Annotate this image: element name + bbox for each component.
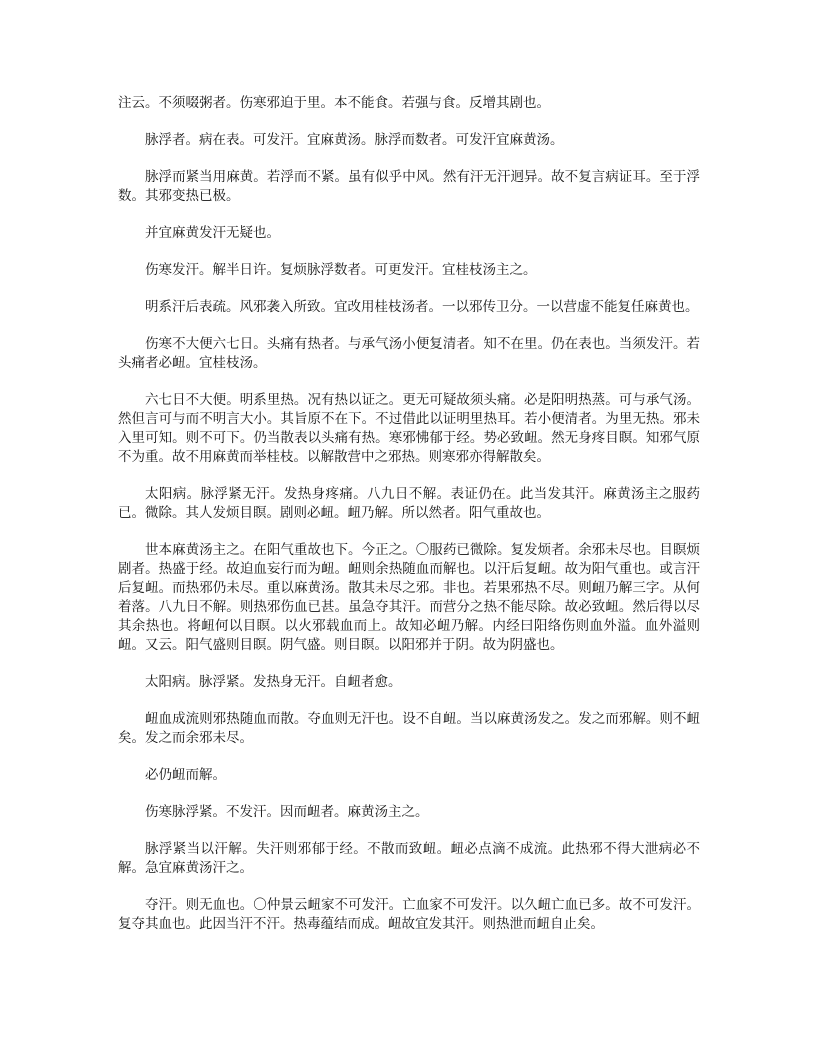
- paragraph: 注云。不须啜粥者。伤寒邪迫于里。本不能食。若强与食。反增其剧也。: [118, 95, 550, 111]
- paragraph: 并宜麻黄发汗无疑也。: [145, 225, 280, 241]
- paragraph: 太阳病。脉浮紧。发热身无汗。自衄者愈。: [145, 674, 402, 690]
- paragraph: 世本麻黄汤主之。在阳气重故也下。今正之。〇服药已微除。复发烦者。余邪未尽也。目瞑烦剧者。热盛于经。故迫血妄行而为衄。衄则余热随血而解也。以汗后复衄。故为阳气重也。或言汗后复衄。而热邪仍未尽。重以麻黄汤。散其未尽之邪。非也。若果邪热不尽。则衄乃解三字。从何着落。八九日不解。则热邪伤血已甚。虽急夺其汗。而营分之热不能尽除。故必致衄。然后得以尽其余热也。将衄何以目瞑。以火邪载血而上。故知必衄乃解。内经曰阳络伤则血外溢。血外溢则衄。又云。阳气盛则目瞑。阴气盛。则目瞑。以阳邪并于阴。故为阴盛也。: [118, 542, 700, 653]
- paragraph: 衄血成流则邪热随血而散。夺血则无汗也。设不自衄。当以麻黄汤发之。发之而邪解。则不衄矣。发之而余邪未尽。: [118, 711, 700, 746]
- paragraph: 脉浮而紧当用麻黄。若浮而不紧。虽有似乎中风。然有汗无汗迥异。故不复言病证耳。至于浮数。其邪变热已极。: [118, 169, 700, 204]
- document-page: [118, 94, 700, 952]
- paragraph: 脉浮者。病在表。可发汗。宜麻黄汤。脉浮而数者。可发汗宜麻黄汤。: [145, 132, 564, 148]
- paragraph: 必仍衄而解。: [145, 767, 226, 783]
- paragraph: 六七日不大便。明系里热。况有热以证之。更无可疑故须头痛。必是阳明热蒸。可与承气汤。然但言可与而不明言大小。其旨原不在下。不过借此以证明里热耳。若小便清者。为里无热。邪未入里可知。则不可下。仍当散表以头痛有热。寒邪怫郁于经。势必致衄。然无身疼目瞑。知邪气原不为重。故不用麻黄而举桂枝。以解散营中之邪热。则寒邪亦得解散矣。: [118, 392, 700, 465]
- paragraph: 脉浮紧当以汗解。失汗则邪郁于经。不散而致衄。衄必点滴不成流。此热邪不得大泄病必不解。急宜麻黄汤汗之。: [118, 841, 700, 876]
- paragraph: 伤寒发汗。解半日许。复烦脉浮数者。可更发汗。宜桂枝汤主之。: [145, 262, 537, 278]
- paragraph: 太阳病。脉浮紧无汗。发热身疼痛。八九日不解。表证仍在。此当发其汗。麻黄汤主之服药已。微除。其人发烦目瞑。剧则必衄。衄乃解。所以然者。阳气重故也。: [118, 486, 700, 521]
- paragraph: 伤寒不大便六七日。头痛有热者。与承气汤小便复清者。知不在里。仍在表也。当须发汗。若头痛者必衄。宜桂枝汤。: [118, 336, 700, 371]
- paragraph: 夺汗。则无血也。〇仲景云衄家不可发汗。亡血家不可发汗。以久衄亡血已多。故不可发汗。复夺其血也。此因当汗不汗。热毒蕴结而成。衄故宜发其汗。则热泄而衄自止矣。: [118, 897, 700, 932]
- paragraph: 伤寒脉浮紧。不发汗。因而衄者。麻黄汤主之。: [145, 804, 429, 820]
- paragraph: 明系汗后表疏。风邪袭入所致。宜改用桂枝汤者。一以邪传卫分。一以营虚不能复任麻黄也。: [145, 299, 699, 315]
